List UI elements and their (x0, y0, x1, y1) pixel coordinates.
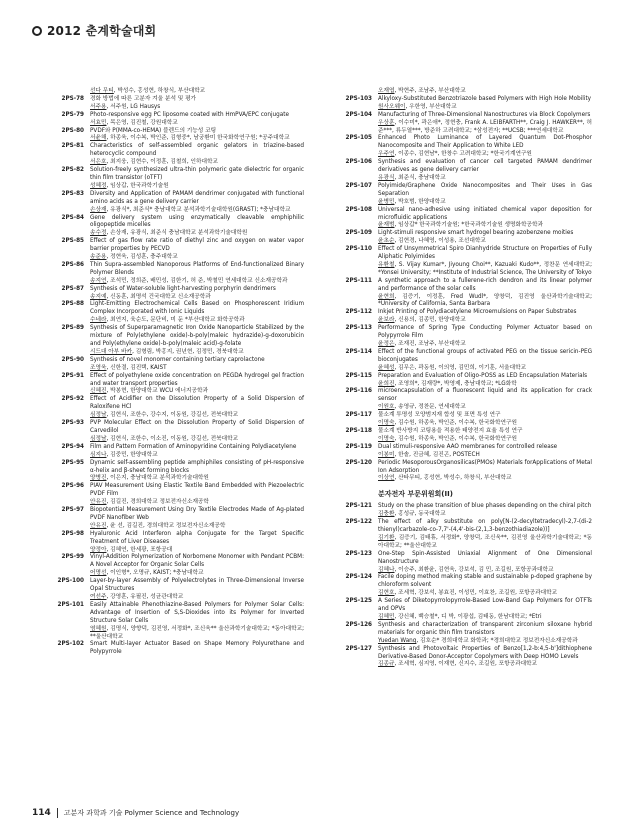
entry-title: Light-stimuli responsive smart hydrogel bearing azobenzene moities (378, 230, 574, 237)
program-entry (32, 373, 304, 397)
entry-title: Easily Attainable Phenothiazine-Based Polymers for Polymer Solar Cells: Advantage of Insertion of S,S-Dioxides into its Polymer for Inverted Structure Solar Cells (90, 601, 304, 624)
entry-body (378, 598, 592, 622)
page-footer (32, 808, 239, 818)
entry-code: 2PS-108 (345, 206, 372, 213)
entry-title: Effect of gas flow rate ratio of diethyl zinc and oxygen on water vapor barrier properties by PECVD (90, 238, 304, 253)
program-entry (32, 286, 304, 302)
entry-authors: 우주연, 이종수, 김현남*, 한창수 고려대학교; *한국기계연구원 (378, 151, 532, 158)
entry-title: Smart Multi-layer Actuator Based on Shape Memory Polyurethane and Polypyrrole (90, 641, 304, 656)
entry-code: 2PS-81 (61, 143, 84, 150)
entry-title: Dynamic self-assembling peptide amphiphiles consisting of pH-responsive α-helix and β-sheet forming blocks (90, 459, 304, 474)
entry-body (90, 444, 304, 460)
entry-title: Periodic MesoporousOrganosilicas(PMOs) Materials forApplications of Metal Ion Adsorption (378, 459, 592, 474)
entry-authors: 안유진, 윤 선, 김길진, 경희대학교 정보전자신소재공학 (90, 522, 226, 529)
entry-code: 2PS-104 (345, 111, 372, 118)
entry-code: 2PS-97 (61, 507, 84, 514)
entry-code: 2PS-80 (61, 127, 84, 134)
entry-code: 2PS-115 (345, 372, 372, 379)
entry-title: Dual stimuli-responsive AAO membranes for controlled release (378, 443, 558, 450)
entry-authors: 송지예, 신동훈, 최명석 건국대학교 신소재공학과 (90, 293, 211, 300)
entry-authors: 김기환, 김증기, 김태휴, 서정화*, 양창덕, 조신욱**, 김진영 울산과학기술대학교; *동아대학교; **울산대학교 (378, 534, 592, 549)
entry-title: Alkyloxy-Substituted Benzotriazole based Polymers with High Hole Mobility (378, 95, 592, 102)
entry-code: 2PS-95 (61, 459, 84, 466)
entry-code (320, 88, 378, 96)
entry-authors: 김충환, 홍성규, 동국대학교 (378, 511, 446, 518)
entry-code: 2PS-110 (345, 246, 372, 253)
entry-authors: 윤희진, 조영희*, 김재량*, 박영제, 충남대학교; *LG화학 (378, 380, 517, 387)
entry-title: Manufacturing of Three-Dimensional Nanostructures via Block Copolymers (378, 111, 591, 118)
entry-body (90, 420, 304, 444)
entry-body (90, 88, 304, 96)
program-entry (32, 262, 304, 286)
program-entry (32, 301, 304, 325)
entry-authors: 윤현희, 김증기, 이정훈, Fred Wudl*, 양창덕, 김진영 울산과학기술대학교; *University of California, Santa Barbara (378, 293, 592, 308)
entry-authors: 오재엽, 박현주, 조남주, 부산대학교 (378, 88, 466, 94)
entry-body (90, 143, 304, 167)
entry-authors: 손상재, 유광식*, 최준식* 충남대학교 분석과학기술대학원(GRAST); *충남대학교 (90, 206, 291, 213)
entry-body (90, 396, 304, 420)
entry-authors: 염혜원, 김명식, 양향덕, 김진영, 서정화*, 조신욱** 울산과학기술대학교; *동아대학교; **울산대학교 (90, 625, 304, 640)
entry-title: Characteristics of self-assembled organic gelators in triazine-based heterocyclic compound (90, 143, 304, 158)
entry-body (378, 159, 592, 183)
entry-title: Effect of Acidifier on the Dissolution Property of a Solid Dispersion of Raloxifene HCl (90, 396, 304, 411)
program-entry (320, 444, 592, 460)
entry-authors: 이명숙, 김수원, 하종욱, 박인준, 이수복, 한국화학연구원 (378, 435, 517, 442)
entry-code: 2PS-105 (345, 135, 372, 142)
entry-body (90, 96, 304, 112)
entry-title: Solution-freely synthesized ultra-thin polymeric gate dielectric for organic thin film transistor (oTFT) (90, 167, 304, 181)
entry-body (90, 325, 304, 357)
entry-body (378, 646, 592, 670)
entry-title: Polyimide/Graphene Oxide Nanocomposites and Their Uses in Gas Separation (378, 182, 592, 197)
program-entry (320, 551, 592, 575)
entry-authors: 심정남, 김현식, 조한수, 이소진, 이동원, 강길선, 전북대학교 (90, 435, 239, 442)
program-entry (320, 503, 592, 519)
entry-authors: 김혜나, 이승주, 최환윤, 김현욱, 강보석, 김 민, 조길원, 포항공과대학교 (378, 566, 554, 573)
entry-authors: 성혜정, 임상갑, 한국과학기술원 (90, 182, 169, 189)
entry-code: 2PS-89 (61, 325, 84, 332)
program-entry (320, 412, 592, 428)
entry-authors: 유환철, S. Vijay Kumar*, Jiyoung Choi**, Kazuaki Kudo**, 정찬문 연세대학교; *Yonsei University; **Institute of Industrial Science, The University of Tokyo (378, 261, 592, 276)
entry-title: Effect of the functional groups of activated PEG on the tissue sericin-PEG bioconjugates (378, 348, 592, 363)
entry-authors: 신혜진, 박봉현, 한양대학교 WCU 에너지공학과 (90, 388, 209, 395)
program-entry (32, 420, 304, 444)
entry-title: Thin Supra-assembled Nanoporous Platforms of End-functionalized Binary Polymer Blends (90, 261, 304, 276)
entry-body (378, 551, 592, 575)
entry-title: Synthesis of novel monomer containing tertiary caprolactone (90, 356, 265, 363)
entry-authors: 수네라, 최연지, 육순도, 문단비, 미 둔 *부산대학교 화학공학과 (90, 317, 245, 324)
entry-body (90, 238, 304, 262)
entry-code: 2PS-112 (345, 309, 372, 316)
entry-title: Preparation and Evaluation of Oligo-POSS as LED Encapsulation Materials (378, 372, 588, 379)
program-entry (32, 357, 304, 373)
entry-title: Study on the phase transition of blue phases depending on the chiral pitch (378, 503, 592, 510)
program-entry (32, 578, 304, 602)
entry-code: 2PS-111 (345, 277, 372, 284)
program-entry (32, 112, 304, 128)
right-column (320, 88, 592, 669)
entry-authors: 원사오웨이, 우한영, 부산대학교 (378, 103, 457, 110)
program-entry (32, 507, 304, 531)
entry-code: 2PS-119 (345, 443, 372, 450)
entry-code: 2PS-94 (61, 443, 84, 450)
entry-authors: 김혜민, 강신혜, 백승철*, 디 박, 이광섭, 김태동, 한남대학교; *Etri (378, 614, 542, 620)
entry-authors: 선다 무티, 박성수, 홍성현, 하창식, 부산대학교 (90, 88, 206, 94)
entry-code: 2PS-91 (61, 372, 84, 379)
entry-code: 2PS-122 (345, 519, 372, 526)
entry-code: 2PS-78 (61, 95, 84, 102)
program-entry (32, 460, 304, 484)
program-entry (32, 554, 304, 578)
entry-body (378, 112, 592, 136)
entry-body (90, 215, 304, 239)
entry-code: 2PS-106 (345, 159, 372, 166)
entry-code: 2PS-118 (345, 427, 372, 434)
entry-body (378, 574, 592, 598)
program-entry (320, 159, 592, 183)
entry-body (378, 96, 592, 112)
entry-title: Hyaluronic Acid Interferon alpha Conjugate for the Target Specific Treatment of Liver Diseases (90, 530, 304, 545)
program-entry (320, 460, 592, 484)
entry-title: PIAV Measurement Using Elastic Textile Band Embedded with Piezoelectric PVDF Film (90, 483, 304, 498)
entry-authors: 심지나, 김중민, 한양대학교 (90, 451, 158, 458)
entry-authors: 이명숙, 김수원, 하종욱, 박인준, 이수복, 한국화학연구원 (378, 420, 517, 427)
program-entry (320, 325, 592, 349)
entry-authors: Yuedan Wang, 김호순* 경희대학교 화학과; *경희대학교 정보전자신소재공학과 (378, 637, 578, 644)
program-entry (320, 598, 592, 622)
entry-title: Synthesis of Water-soluble light-harvesting porphyrin dendrimers (90, 285, 276, 292)
entry-title: Effect of Unsymmetrical Spiro Dianhydride Structure on Properties of Fully Aliphatic Polyimides (378, 246, 592, 261)
entry-title: Synthesis and Photovoltaic Properties of Benzo[1,2-b:4,5-b']dithiophene Derivative-Based Donor-Acceptor Copolymers with Deep HOMO Levels (378, 645, 592, 660)
program-entry (32, 641, 304, 657)
entry-authors: 윤보라, 신용의, 김종민, 한양대학교 (378, 317, 466, 324)
entry-title: Enhanced Photo Luminance of Layered Quantum Dot-Phosphor Nanocomposite and Their Application to White LED (378, 135, 592, 150)
entry-title: Vinyl-Addition Polymerization of Norbornene Monomer with Pendant PCBM: A Novel Acceptor for Organic Solar Cells (90, 554, 304, 569)
entry-body (378, 230, 592, 246)
program-entry (320, 135, 592, 159)
entry-title: A synthetic approach to a fullerene-rich dendron and its linear polymer and performance of the solar cells (378, 277, 592, 292)
entry-code: 2PS-98 (61, 530, 84, 537)
entry-body (378, 388, 592, 412)
entry-title: Biopotential Measurement Using Dry Textile Electrodes Made of Ag-plated PVDF Nanofiber Web (90, 507, 304, 521)
program-entry (320, 574, 592, 598)
program-entry (320, 373, 592, 389)
entry-title: Diversity and Application of PAMAM dendrimer conjugated with functional amino acids as a gene delivery carrier (90, 190, 304, 205)
entry-authors: 윤혜성, 김무은, 곽동원, 이의영, 김민희, 이기훈, 서울대학교 (378, 364, 527, 371)
entry-title: Facile doping method making stable and sustainable p-doped graphene by chloroform solvent (378, 574, 592, 589)
program-entry (32, 96, 304, 112)
entry-code (32, 88, 90, 96)
entry-code: 2PS-116 (345, 388, 372, 395)
program-entry (320, 96, 592, 112)
entry-code: 2PS-123 (345, 550, 372, 557)
entry-title: The effect of alky substitute on poly[N-(2-decyltetradecyl)-2,7-(di-2 thienyl)carbazole-co-7,7'-(4,4'-bis-(2,1,3-benzothiadiazole))] (378, 519, 592, 534)
entry-code: 2PS-107 (345, 182, 372, 189)
entry-body (90, 602, 304, 642)
program-entry (32, 215, 304, 239)
entry-title: One-Step Spin-Assisted Uniaxial Alignment of One Dimensional Nanostructure (378, 550, 592, 565)
program-entry (32, 238, 304, 262)
entry-code: 2PS-88 (61, 301, 84, 308)
journal-name: 고분자 과학과 기술 Polymer Science and Technology (63, 809, 240, 817)
entry-title: PVDF와 P(MMA-co-HEMA) 블렌드의 기능성 코팅 (90, 127, 217, 134)
entry-title: 경화 방법에 따른 고분자 겨울 분석 및 평가 (90, 95, 197, 102)
entry-code: 2PS-103 (345, 95, 372, 102)
entry-body (378, 88, 592, 96)
program-entry (320, 207, 592, 231)
entry-code: 2PS-127 (345, 645, 372, 652)
entry-body (90, 578, 304, 602)
entry-title: Film and Pattern Formation of Aminopyridine Containing Polydiacetylene (90, 443, 297, 450)
entry-authors: 여선주, 강영훈, 유필진, 성균관대학교 (90, 594, 184, 600)
entry-code: 2PS-120 (345, 459, 372, 466)
program-entry (32, 444, 304, 460)
entry-code: 2PS-87 (61, 285, 84, 292)
entry-code: 2PS-100 (57, 578, 84, 585)
entry-authors: 윤정은, 조재진, 조남주, 부산대학교 (378, 341, 466, 347)
entry-body (378, 278, 592, 310)
program-entry (320, 183, 592, 207)
program-entry (320, 112, 592, 136)
entry-authors: 윤재범, 임상갑* 한국과학기술원; *한국과학기술원 생명화학공학과 (378, 222, 543, 229)
entry-body (378, 309, 592, 325)
entry-authors: 어명선, 이인형*, 오명규, KAIST; *충남대학교 (90, 570, 204, 577)
entry-body (378, 428, 592, 444)
entry-body (90, 286, 304, 302)
entry-body (90, 191, 304, 215)
entry-authors: 윤초순, 김현경, 나혜영, 이성용, 조선대학교 (378, 238, 486, 245)
entry-authors: 이원호, 송영규, 정찬문, 연세대학교 (378, 404, 466, 411)
entry-authors: 안유진, 김길진, 경희대학교 정보전자신소재공학 (90, 499, 209, 506)
entry-title: Performance of Spring Type Conducting Polymer Actuator based on Polypyrrole Film (378, 325, 592, 340)
program-entry (32, 602, 304, 642)
program-entry (320, 278, 592, 310)
entry-code: 2PS-101 (57, 601, 84, 608)
entry-title: Inkjet Printing of Polydiacetylene Microemulsions on Paper Substrates (378, 309, 577, 316)
entry-body (378, 207, 592, 231)
entry-authors: 서효민, 목은영, 김진철, 강원대학교 (90, 119, 178, 126)
program-entry (320, 646, 592, 670)
entry-code: 2PS-85 (61, 238, 84, 245)
entry-body (378, 503, 592, 519)
entry-title: Synthesis and characterization of transparent zirconium siloxane hybrid materials for organic thin film transistors (378, 621, 592, 636)
program-entry (32, 128, 304, 144)
entry-body (378, 460, 592, 484)
entry-authors: 송지연, 조석민, 정희준, 배민성, 김한기, 허 준, 박철민 연세대학교 신소재공학과 (90, 277, 288, 284)
program-entry (320, 622, 592, 646)
entry-body (378, 325, 592, 349)
entry-code: 2PS-96 (61, 483, 84, 490)
entry-body (90, 357, 304, 373)
program-entry (32, 531, 304, 555)
entry-title: Synthesis of Superparamagnetic Iron Oxide Nanoparticle Stabilized by the mixture of Poly(ethylene oxide)-b-poly(maleic hydrazide)-g-doxorubicin and Poly(ethylene oxide)-b-poly(maleic acid)-g-folate (90, 325, 304, 347)
conference-header (32, 22, 156, 39)
entry-body (378, 135, 592, 159)
entry-authors: 이봉미, 한솔, 진금혜, 김진곤, POSTECH (378, 451, 480, 458)
page-number: 114 (32, 808, 51, 818)
program-entry (32, 191, 304, 215)
program-entry (32, 88, 304, 96)
entry-title: A Series of Diketopyrrolopyrrole-Based Low-Band Gap Polymers for OTFTs and OPVs (378, 598, 592, 613)
entry-body (378, 412, 592, 428)
entry-authors: 서주용, 서주원, LG Hausys (90, 103, 161, 110)
entry-authors: 송수정, 손상재, 유광식, 최준식 충남대학교 분석과학기술대학원 (90, 230, 248, 237)
entry-code: 2PS-114 (345, 348, 372, 355)
entry-body (90, 483, 304, 507)
entry-title: microencapsulation of a fluorescent liquid and its application for crack sensor (378, 388, 592, 403)
entry-code: 2PS-84 (61, 214, 84, 221)
program-entry (320, 519, 592, 551)
entry-title: Universal nano-adhesive using initiated chemical vapor deposition for microfluidic applications (378, 206, 592, 221)
entry-body (378, 622, 592, 646)
entry-title: Gene delivery system using enzymatically cleavable emphiphilic oligopeptide micelles (90, 214, 304, 229)
entry-code: 2PS-113 (345, 325, 372, 332)
entry-authors: 윤병민, 박호범, 한양대학교 (378, 198, 446, 205)
entry-code: 2PS-109 (345, 230, 372, 237)
entry-body (90, 507, 304, 531)
entry-body (90, 128, 304, 144)
program-entry (320, 349, 592, 373)
entry-title: Layer-by-layer Assembly of Polyelectrolytes in Three-Dimensional Inverse Opal Structures (90, 578, 304, 593)
entry-code: 2PS-90 (61, 356, 84, 363)
program-entry (32, 143, 304, 167)
entry-authors: 우상훈, 이수미*, 곽은애*, 정현충, Frank A. LEIBFARTH**, Craig J. HAWKER**, 허 준***, 류두열***, 방준하 고려대학교; *삼성전자; **UCSB; ***연세대학교 (378, 119, 592, 134)
entry-code: 2PS-102 (57, 641, 84, 648)
program-entry (320, 230, 592, 246)
entry-title: Effect of polyethylene oxide concentration on PEGDA hydrogel gel fraction and water transport properties (90, 372, 304, 387)
program-entry (320, 309, 592, 325)
entry-authors: 서윤해, 하종욱, 이수복, 박인준, 김형중*, 남궁환미 한국화학연구원; *공주대학교 (90, 135, 290, 142)
entry-authors: 김종규, 조세혁, 심지영, 이재현, 신지수, 조길원, 포항공과대학교 (378, 661, 538, 668)
entry-body (90, 167, 304, 191)
entry-title: Synthesis and evaluation of cancer cell targeted PAMAM dendrimer derivatives as gene delivery carrier (378, 159, 592, 174)
entry-body (90, 641, 304, 657)
entry-body (90, 554, 304, 578)
entry-body (378, 373, 592, 389)
section-heading: 분자전자 부문위원회(II) (378, 490, 453, 499)
entry-body (378, 349, 592, 373)
circle-logo-icon (32, 26, 42, 36)
entry-code: 2PS-79 (61, 111, 84, 118)
entry-code: 2PS-93 (61, 420, 84, 427)
footer-divider (57, 808, 58, 818)
entry-authors: 조영욱, 신한결, 김진택, KAIST (90, 364, 167, 371)
entry-title: 물소계 반사방지 코팅용을 적용한 태양전지 효율 특성 연구 (378, 427, 523, 434)
entry-body (90, 112, 304, 128)
entry-body (378, 519, 592, 551)
entry-authors: 양병진, 이은지, 충남대학교 분석과학기술대학원 (90, 475, 209, 482)
entry-body (90, 373, 304, 397)
program-entry (32, 396, 304, 420)
program-entry (32, 483, 304, 507)
entry-code: 2PS-121 (345, 503, 372, 510)
program-entry (320, 428, 592, 444)
entry-code: 2PS-124 (345, 574, 372, 581)
entry-body (378, 246, 592, 278)
entry-authors: 김현호, 조세혁, 강보석, 봉효진, 이성민, 이효찬, 조길원, 포항공과대학교 (378, 590, 558, 597)
entry-body (378, 183, 592, 207)
program-entry (32, 325, 304, 357)
entry-body (90, 460, 304, 484)
entry-authors: 시드대 아부 바카, 김형림, 박홍지, 권년현, 김정민, 경북대학교 (90, 348, 244, 355)
entry-title: 물소계 투명성 모양범지재 합성 및 표면 특성 연구 (378, 412, 501, 419)
entry-authors: 심정남, 김현식, 조한수, 강수지, 이동원, 강길선, 전북대학교 (90, 412, 239, 419)
entry-authors: 서은호, 최지웅, 김현수, 이정훈, 김철희, 인하대학교 (90, 159, 218, 166)
conference-title: 2012 춘계학술대회 (47, 24, 157, 38)
entry-title: Light-Emitting Electrochemical Cells Based on Phosphorescent Iridium Complex Incorporated with Ionic Liquids (90, 301, 304, 316)
entry-code: 2PS-99 (61, 554, 84, 561)
entry-authors: 송준용, 정현욱, 김성훈, 충주대학교 (90, 254, 178, 261)
entry-code: 2PS-83 (61, 190, 84, 197)
program-entry (32, 167, 304, 191)
entry-title: PVP Molecular Effect on the Dissolution Property of Solid Dispersion of Carvedilol (90, 420, 304, 434)
entry-authors: 양정아, 김혜연, 한세광, 포항공대 (90, 546, 173, 553)
entry-code: 2PS-125 (345, 598, 372, 605)
program-entry (320, 388, 592, 412)
entry-code: 2PS-117 (345, 412, 372, 419)
entry-body (90, 531, 304, 555)
entry-code: 2PS-86 (61, 261, 84, 268)
entry-code: 2PS-82 (61, 167, 84, 174)
program-entry (320, 88, 592, 96)
entry-code: 2PS-92 (61, 396, 84, 403)
program-entry (320, 246, 592, 278)
entry-body (378, 444, 592, 460)
entry-body (90, 301, 304, 325)
entry-authors: 유광식, 최준식, 충남대학교 (378, 174, 446, 181)
entry-title: Photo-responsive egg PC liposome coated with HmPVA/EPC conjugate (90, 111, 289, 118)
left-column (32, 88, 304, 657)
entry-code: 2PS-126 (345, 621, 372, 628)
entry-authors: 이상연, 산타무티, 홍성현, 박성수, 하창식, 부산대학교 (378, 475, 512, 482)
entry-body (90, 262, 304, 286)
